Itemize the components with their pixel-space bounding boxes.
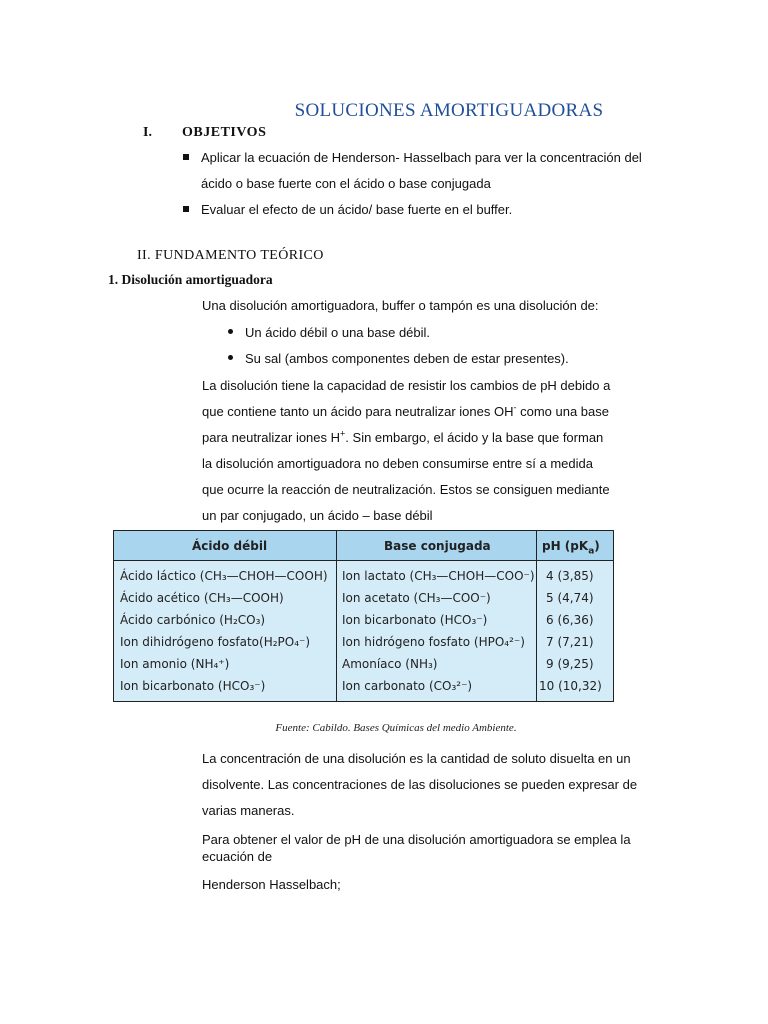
paragraph-line: que contiene tanto un ácido para neutralizar iones OH- como una base	[202, 402, 609, 419]
table-cell-acid: Ácido carbónico (H₂CO₃)	[120, 613, 266, 627]
paragraph-line: La disolución tiene la capacidad de resistir los cambios de pH debido a	[202, 378, 611, 393]
paragraph-line: Para obtener el valor de pH de una disolución amortiguadora se emplea la	[202, 832, 631, 847]
section-numeral: I.	[143, 125, 152, 140]
table-cell-ph: 4 (3,85)	[546, 569, 594, 583]
list-item-text: Evaluar el efecto de un ácido/ base fuerte en el buffer.	[201, 202, 513, 217]
bullet-list	[228, 320, 569, 372]
equation-name: Henderson Hasselbach;	[202, 877, 341, 892]
list-item	[183, 145, 663, 171]
paragraph-line: varias maneras.	[202, 803, 295, 818]
table-caption: Fuente: Cabildo. Bases Químicas del medio Ambiente.	[275, 722, 517, 734]
column-divider	[336, 531, 337, 701]
table-cell-acid: Ion bicarbonato (HCO₃⁻)	[120, 679, 266, 693]
list-item-text: Un ácido débil o una base débil.	[245, 325, 431, 340]
section-heading-fundamento: II. FUNDAMENTO TEÓRICO	[137, 248, 324, 263]
paragraph-line: disolvente. Las concentraciones de las disoluciones se pueden expresar de	[202, 777, 638, 792]
table-cell-base: Ion acetato (CH₃—COO⁻)	[342, 591, 491, 605]
table-cell-base: Ion bicarbonato (HCO₃⁻)	[342, 613, 488, 627]
table-cell-base: Ion carbonato (CO₃²⁻)	[342, 679, 473, 693]
column-header-ph: pH $(pK_a)$	[542, 539, 600, 557]
list-item-continuation: ácido o base fuerte con el ácido o base conjugada	[201, 176, 491, 191]
list-item	[183, 197, 663, 223]
fundamento-paragraph	[202, 373, 610, 529]
paragraph-line: la disolución amortiguadora no deben consumirse entre sí a medida	[202, 456, 593, 471]
page-title: SOLUCIONES AMORTIGUADORAS	[294, 100, 604, 121]
table-cell-acid: Ácido láctico (CH₃—CHOH—COOH)	[120, 569, 328, 583]
list-item-text: Su sal (ambos componentes deben de estar presentes).	[245, 351, 569, 366]
table-cell-acid: Ion amonio (NH₄⁺)	[120, 657, 230, 671]
table-cell-ph: 6 (6,36)	[546, 613, 594, 627]
table-cell-base: Ion lactato (CH₃—CHOH—COO⁻)	[342, 569, 535, 583]
table-cell-ph: 5 (4,74)	[546, 591, 594, 605]
intro-text: Una disolución amortiguadora, buffer o tampón es una disolución de:	[202, 298, 599, 313]
list-item	[228, 346, 569, 372]
table-cell-ph: 9 (9,25)	[546, 657, 594, 671]
ph-paragraph	[202, 831, 631, 865]
objetivos-list	[183, 145, 663, 223]
subsection-heading: 1. Disolución amortiguadora	[108, 272, 273, 287]
table-cell-base: Ion hidrógeno fosfato (HPO₄²⁻)	[342, 635, 525, 649]
section-heading-objetivos: OBJETIVOS	[182, 125, 267, 140]
square-bullet-icon	[183, 206, 189, 212]
paragraph-line: La concentración de una disolución es la cantidad de soluto disuelta en un	[202, 751, 631, 766]
paragraph-line: un par conjugado, un ácido – base débil	[202, 508, 433, 523]
paragraph-line: ecuación de	[202, 849, 273, 864]
table-cell-acid: Ion dihidrógeno fosfato(H₂PO₄⁻)	[120, 635, 311, 649]
concentracion-paragraph	[202, 746, 637, 824]
table-cell-ph: 7 (7,21)	[546, 635, 594, 649]
square-bullet-icon	[183, 154, 189, 160]
dot-bullet-icon	[228, 355, 233, 360]
paragraph-line: que ocurre la reacción de neutralización. Estos se consiguen mediante	[202, 482, 610, 497]
column-header-acid: Ácido débil	[192, 539, 268, 553]
dot-bullet-icon	[228, 329, 233, 334]
table-cell-acid: Ácido acético (CH₃—COOH)	[120, 591, 284, 605]
column-divider	[536, 531, 537, 701]
table-header-row	[114, 531, 613, 561]
table-cell-ph: 10 (10,32)	[539, 679, 602, 693]
table-cell-base: Amoníaco (NH₃)	[342, 657, 438, 671]
paragraph-line: para neutralizar iones H+. Sin embargo, el ácido y la base que forman	[202, 428, 604, 445]
column-header-base: Base conjugada	[384, 539, 491, 553]
list-item-text: Aplicar la ecuación de Henderson- Hasselbach para ver la concentración del	[201, 150, 642, 165]
buffer-pairs-table	[113, 530, 614, 702]
list-item	[228, 320, 569, 346]
